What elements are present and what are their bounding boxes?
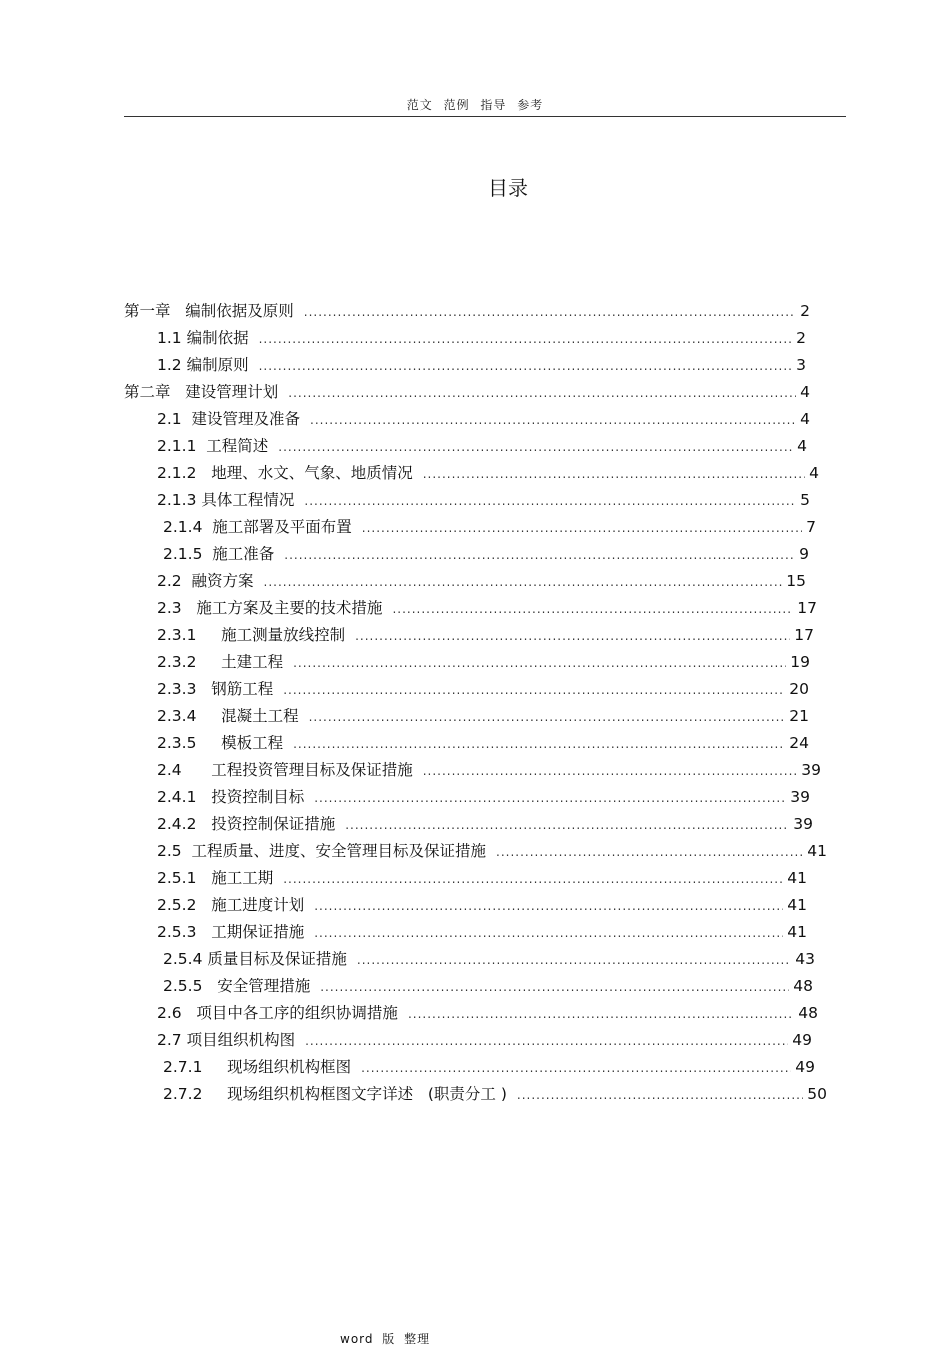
toc-entry-page: 17	[797, 599, 817, 617]
toc-leader-dots	[304, 305, 796, 319]
toc-entry[interactable]	[163, 1082, 827, 1106]
toc-entry[interactable]	[163, 1055, 815, 1079]
toc-entry-label: 第一章 编制依据及原则	[124, 302, 294, 320]
toc-entry-page: 39	[801, 761, 821, 779]
toc-entry-label: 2.5.2 施工进度计划	[157, 896, 305, 914]
toc-entry[interactable]	[157, 893, 807, 917]
toc-entry[interactable]	[124, 299, 810, 323]
page-header-text: 范文 范例 指导 参考	[406, 98, 544, 112]
toc-leader-dots	[496, 845, 803, 859]
toc-leader-dots	[283, 683, 785, 697]
toc-leader-dots	[314, 926, 783, 940]
toc-entry-page: 17	[794, 626, 814, 644]
toc-entry-page: 4	[809, 464, 819, 482]
toc-entry-page: 15	[786, 572, 806, 590]
toc-leader-dots	[423, 764, 798, 778]
toc-entry[interactable]	[163, 974, 813, 998]
toc-entry[interactable]	[157, 434, 807, 458]
toc-entry-label: 2.4.1 投资控制目标	[157, 788, 305, 806]
toc-leader-dots	[310, 413, 796, 427]
toc-entry-page: 19	[790, 653, 810, 671]
toc-entry[interactable]	[157, 704, 809, 728]
toc-leader-dots	[278, 440, 793, 454]
toc-entry-page: 39	[790, 788, 810, 806]
toc-entry-label: 2.1.1 工程简述	[157, 437, 269, 455]
toc-entry[interactable]	[163, 947, 815, 971]
toc-entry-page: 20	[789, 680, 809, 698]
toc-entry-page: 39	[793, 815, 813, 833]
toc-entry-page: 5	[800, 491, 810, 509]
toc-entry-page: 41	[787, 869, 807, 887]
toc-leader-dots	[320, 980, 789, 994]
toc-entry-page: 49	[795, 1058, 815, 1076]
toc-entry-label: 2.5.4 质量目标及保证措施	[163, 950, 347, 968]
toc-entry[interactable]	[163, 542, 809, 566]
toc-entry[interactable]	[157, 785, 810, 809]
toc-entry[interactable]	[157, 839, 827, 863]
toc-entry-label: 2.5.5 安全管理措施	[163, 977, 311, 995]
toc-entry[interactable]	[157, 461, 819, 485]
toc-leader-dots	[293, 656, 786, 670]
toc-entry-page: 21	[789, 707, 809, 725]
toc-entry[interactable]	[157, 1001, 818, 1025]
toc-entry-page: 2	[796, 329, 806, 347]
toc-leader-dots	[304, 494, 796, 508]
toc-entry-page: 41	[807, 842, 827, 860]
toc-entry-label: 1.1 编制依据	[157, 329, 249, 347]
toc-entry-label: 2.7.1 现场组织机构框图	[163, 1058, 352, 1076]
toc-entry[interactable]	[157, 326, 806, 350]
toc-entry-page: 7	[806, 518, 816, 536]
toc-entry-label: 2.1.3 具体工程情况	[157, 491, 295, 509]
toc-entry-label: 2.5.3 工期保证措施	[157, 923, 305, 941]
toc-entry-page: 43	[795, 950, 815, 968]
toc-entry[interactable]	[157, 758, 821, 782]
toc-entry-label: 2.7 项目组织机构图	[157, 1031, 296, 1049]
toc-entry[interactable]	[163, 515, 816, 539]
toc-entry-label: 2.1.4 施工部署及平面布置	[163, 518, 352, 536]
toc-entry[interactable]	[157, 866, 807, 890]
toc-leader-dots	[284, 548, 795, 562]
toc-entry-page: 48	[798, 1004, 818, 1022]
toc-entry[interactable]	[157, 1028, 812, 1052]
toc-leader-dots	[259, 359, 793, 373]
toc-leader-dots	[309, 710, 786, 724]
toc-entry[interactable]	[157, 731, 809, 755]
toc-leader-dots	[357, 953, 791, 967]
toc-entry-page: 48	[793, 977, 813, 995]
toc-leader-dots	[361, 1061, 791, 1075]
toc-entry[interactable]	[157, 920, 807, 944]
toc-entry-label: 1.2 编制原则	[157, 356, 249, 374]
toc-entry[interactable]	[157, 569, 806, 593]
toc-entry-label: 2.2 融资方案	[157, 572, 254, 590]
toc-leader-dots	[259, 332, 793, 346]
toc-entry[interactable]	[157, 488, 810, 512]
toc-leader-dots	[293, 737, 785, 751]
toc-entry-page: 41	[787, 923, 807, 941]
toc-entry-label: 2.6 项目中各工序的组织协调措施	[157, 1004, 398, 1022]
toc-entry-page: 49	[792, 1031, 812, 1049]
toc-entry[interactable]	[157, 353, 806, 377]
toc-leader-dots	[345, 818, 789, 832]
toc-entry-page: 50	[807, 1085, 827, 1103]
toc-entry-page: 4	[800, 410, 810, 428]
toc-leader-dots	[264, 575, 783, 589]
toc-title: 目录	[488, 176, 528, 200]
toc-entry-label: 2.4 工程投资管理目标及保证措施	[157, 761, 413, 779]
toc-entry[interactable]	[157, 407, 810, 431]
toc-entry[interactable]	[157, 812, 813, 836]
toc-leader-dots	[408, 1007, 794, 1021]
toc-leader-dots	[355, 629, 790, 643]
toc-entry[interactable]	[157, 677, 809, 701]
toc-entry-label: 2.4.2 投资控制保证措施	[157, 815, 336, 833]
toc-entry[interactable]	[157, 650, 810, 674]
toc-entry-page: 24	[789, 734, 809, 752]
toc-leader-dots	[314, 791, 786, 805]
toc-entry-label: 2.3.4 混凝土工程	[157, 707, 299, 725]
toc-entry-label: 2.5.1 施工工期	[157, 869, 274, 887]
toc-leader-dots	[288, 386, 796, 400]
toc-leader-dots	[362, 521, 802, 535]
toc-entry-label: 2.3.2 土建工程	[157, 653, 284, 671]
toc-entry-page: 41	[787, 896, 807, 914]
toc-entry-page: 2	[800, 302, 810, 320]
toc-leader-dots	[423, 467, 805, 481]
toc-entry[interactable]	[124, 380, 810, 404]
toc-entry-page: 3	[796, 356, 806, 374]
header-divider	[124, 116, 846, 117]
toc-entry-page: 9	[799, 545, 809, 563]
toc-leader-dots	[305, 1034, 788, 1048]
toc-entry-label: 2.3.5 模板工程	[157, 734, 284, 752]
toc-entry-label: 2.7.2 现场组织机构框图文字详述 (职责分工 )	[163, 1085, 507, 1103]
toc-entry-label: 第二章 建设管理计划	[124, 383, 279, 401]
toc-entry-label: 2.1.5 施工准备	[163, 545, 275, 563]
toc-entry-label: 2.1.2 地理、水文、气象、地质情况	[157, 464, 413, 482]
toc-entry-label: 2.1 建设管理及准备	[157, 410, 301, 428]
toc-entry-label: 2.5 工程质量、进度、安全管理目标及保证措施	[157, 842, 487, 860]
toc-leader-dots	[517, 1088, 803, 1102]
toc-leader-dots	[314, 899, 783, 913]
toc-entry-page: 4	[797, 437, 807, 455]
toc-entry-label: 2.3.3 钢筋工程	[157, 680, 274, 698]
toc-entry[interactable]	[157, 623, 814, 647]
toc-entry-label: 2.3.1 施工测量放线控制	[157, 626, 346, 644]
page-footer-text: word 版 整理	[340, 1332, 431, 1346]
toc-entry-page: 4	[800, 383, 810, 401]
toc-entry-label: 2.3 施工方案及主要的技术措施	[157, 599, 383, 617]
toc-entry[interactable]	[157, 596, 817, 620]
toc-leader-dots	[283, 872, 783, 886]
toc-leader-dots	[392, 602, 793, 616]
